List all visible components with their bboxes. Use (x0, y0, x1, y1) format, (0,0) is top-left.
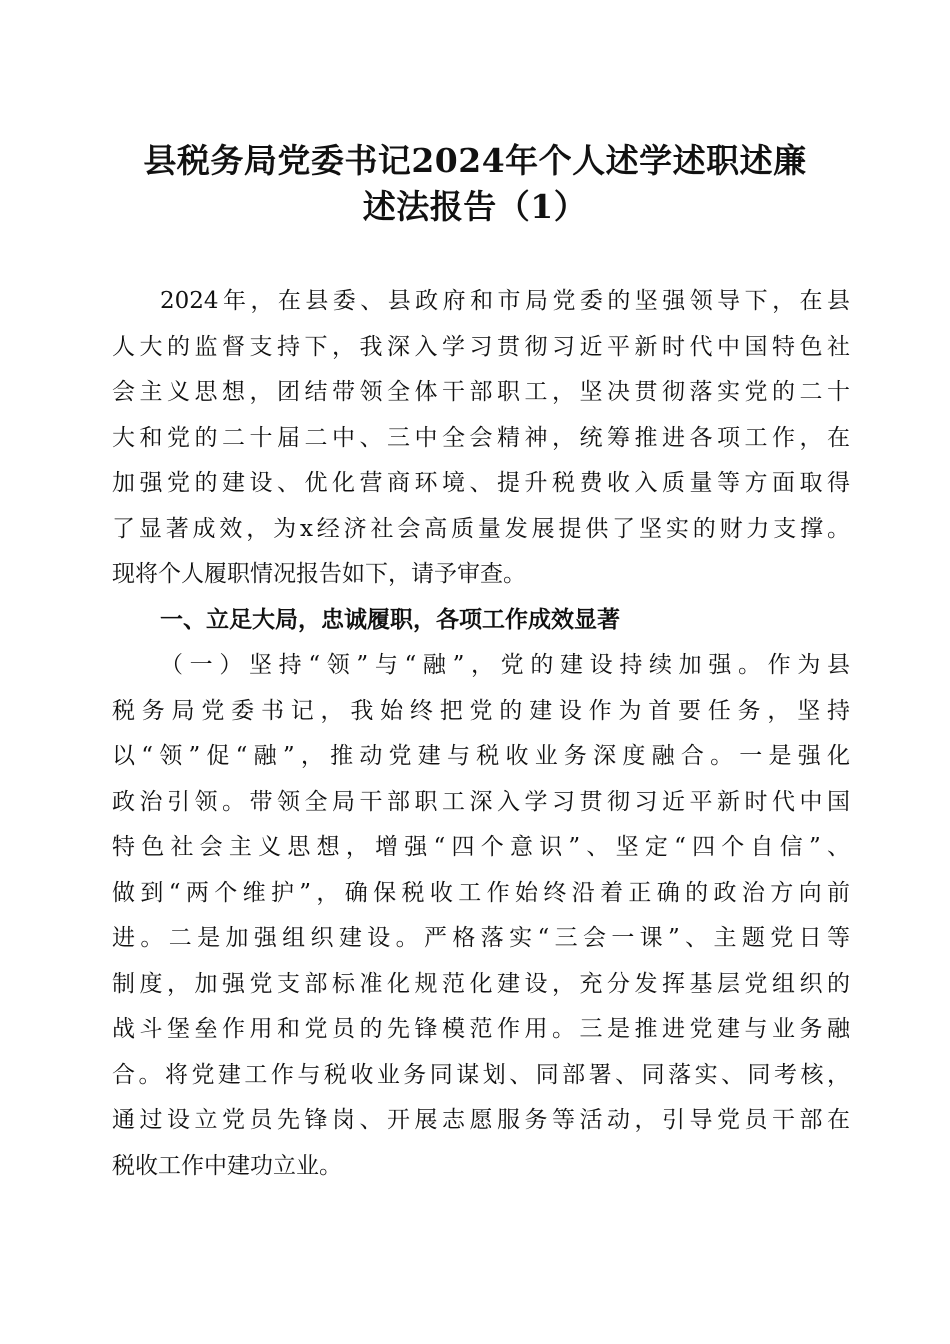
paragraph-line: 战斗堡垒作用和党员的先锋模范作用。三是推进党建与业务融 (112, 1016, 850, 1042)
paragraph-line: 了显著成效，为x经济社会高质量发展提供了坚实的财力支撑。 (112, 515, 850, 542)
paragraph-line: 加强党的建设、优化营商环境、提升税费收入质量等方面取得 (112, 470, 850, 496)
title-line-1: 县税务局党委书记2024年个人述学述职述廉 (143, 141, 807, 180)
paragraph-line: 政治引领。带领全局干部职工深入学习贯彻习近平新时代中国 (112, 788, 850, 815)
paragraph-line: 税务局党委书记，我始终把党的建设作为首要任务，坚持 (112, 697, 850, 724)
paragraph-line: 通过设立党员先锋岗、开展志愿服务等活动，引导党员干部在 (112, 1107, 850, 1133)
document-title (95, 138, 855, 230)
paragraph-line: （一）坚持“领”与“融”，党的建设持续加强。作为县 (160, 652, 850, 678)
section-heading: 一、立足大局，忠诚履职，各项工作成效显著 (160, 606, 620, 633)
paragraph-line: 进。二是加强组织建设。严格落实“三会一课”、主题党日等 (112, 925, 850, 951)
paragraph-line: 税收工作中建功立业。 (112, 1152, 342, 1179)
title-line-2: 述法报告（1） (362, 187, 588, 226)
document-body (112, 279, 850, 1189)
paragraph-line: 以“领”促“融”，推动党建与税收业务深度融合。一是强化 (112, 743, 850, 769)
paragraph-line: 现将个人履职情况报告如下，请予审查。 (112, 561, 526, 587)
paragraph-line: 制度，加强党支部标准化规范化建设，充分发挥基层党组织的 (112, 970, 850, 997)
paragraph-line: 做到“两个维护”，确保税收工作始终沿着正确的政治方向前 (112, 879, 850, 906)
paragraph-line: 人大的监督支持下，我深入学习贯彻习近平新时代中国特色社 (112, 333, 850, 360)
paragraph-line: 大和党的二十届二中、三中全会精神，统筹推进各项工作，在 (112, 424, 850, 451)
paragraph-line: 会主义思想，团结带领全体干部职工，坚决贯彻落实党的二十 (112, 379, 850, 405)
paragraph-line: 合。将党建工作与税收业务同谋划、同部署、同落实、同考核， (112, 1061, 850, 1088)
paragraph-line: 特色社会主义思想，增强“四个意识”、坚定“四个自信”、 (112, 834, 850, 860)
paragraph-line: 2024年，在县委、县政府和市局党委的坚强领导下，在县 (160, 288, 850, 314)
